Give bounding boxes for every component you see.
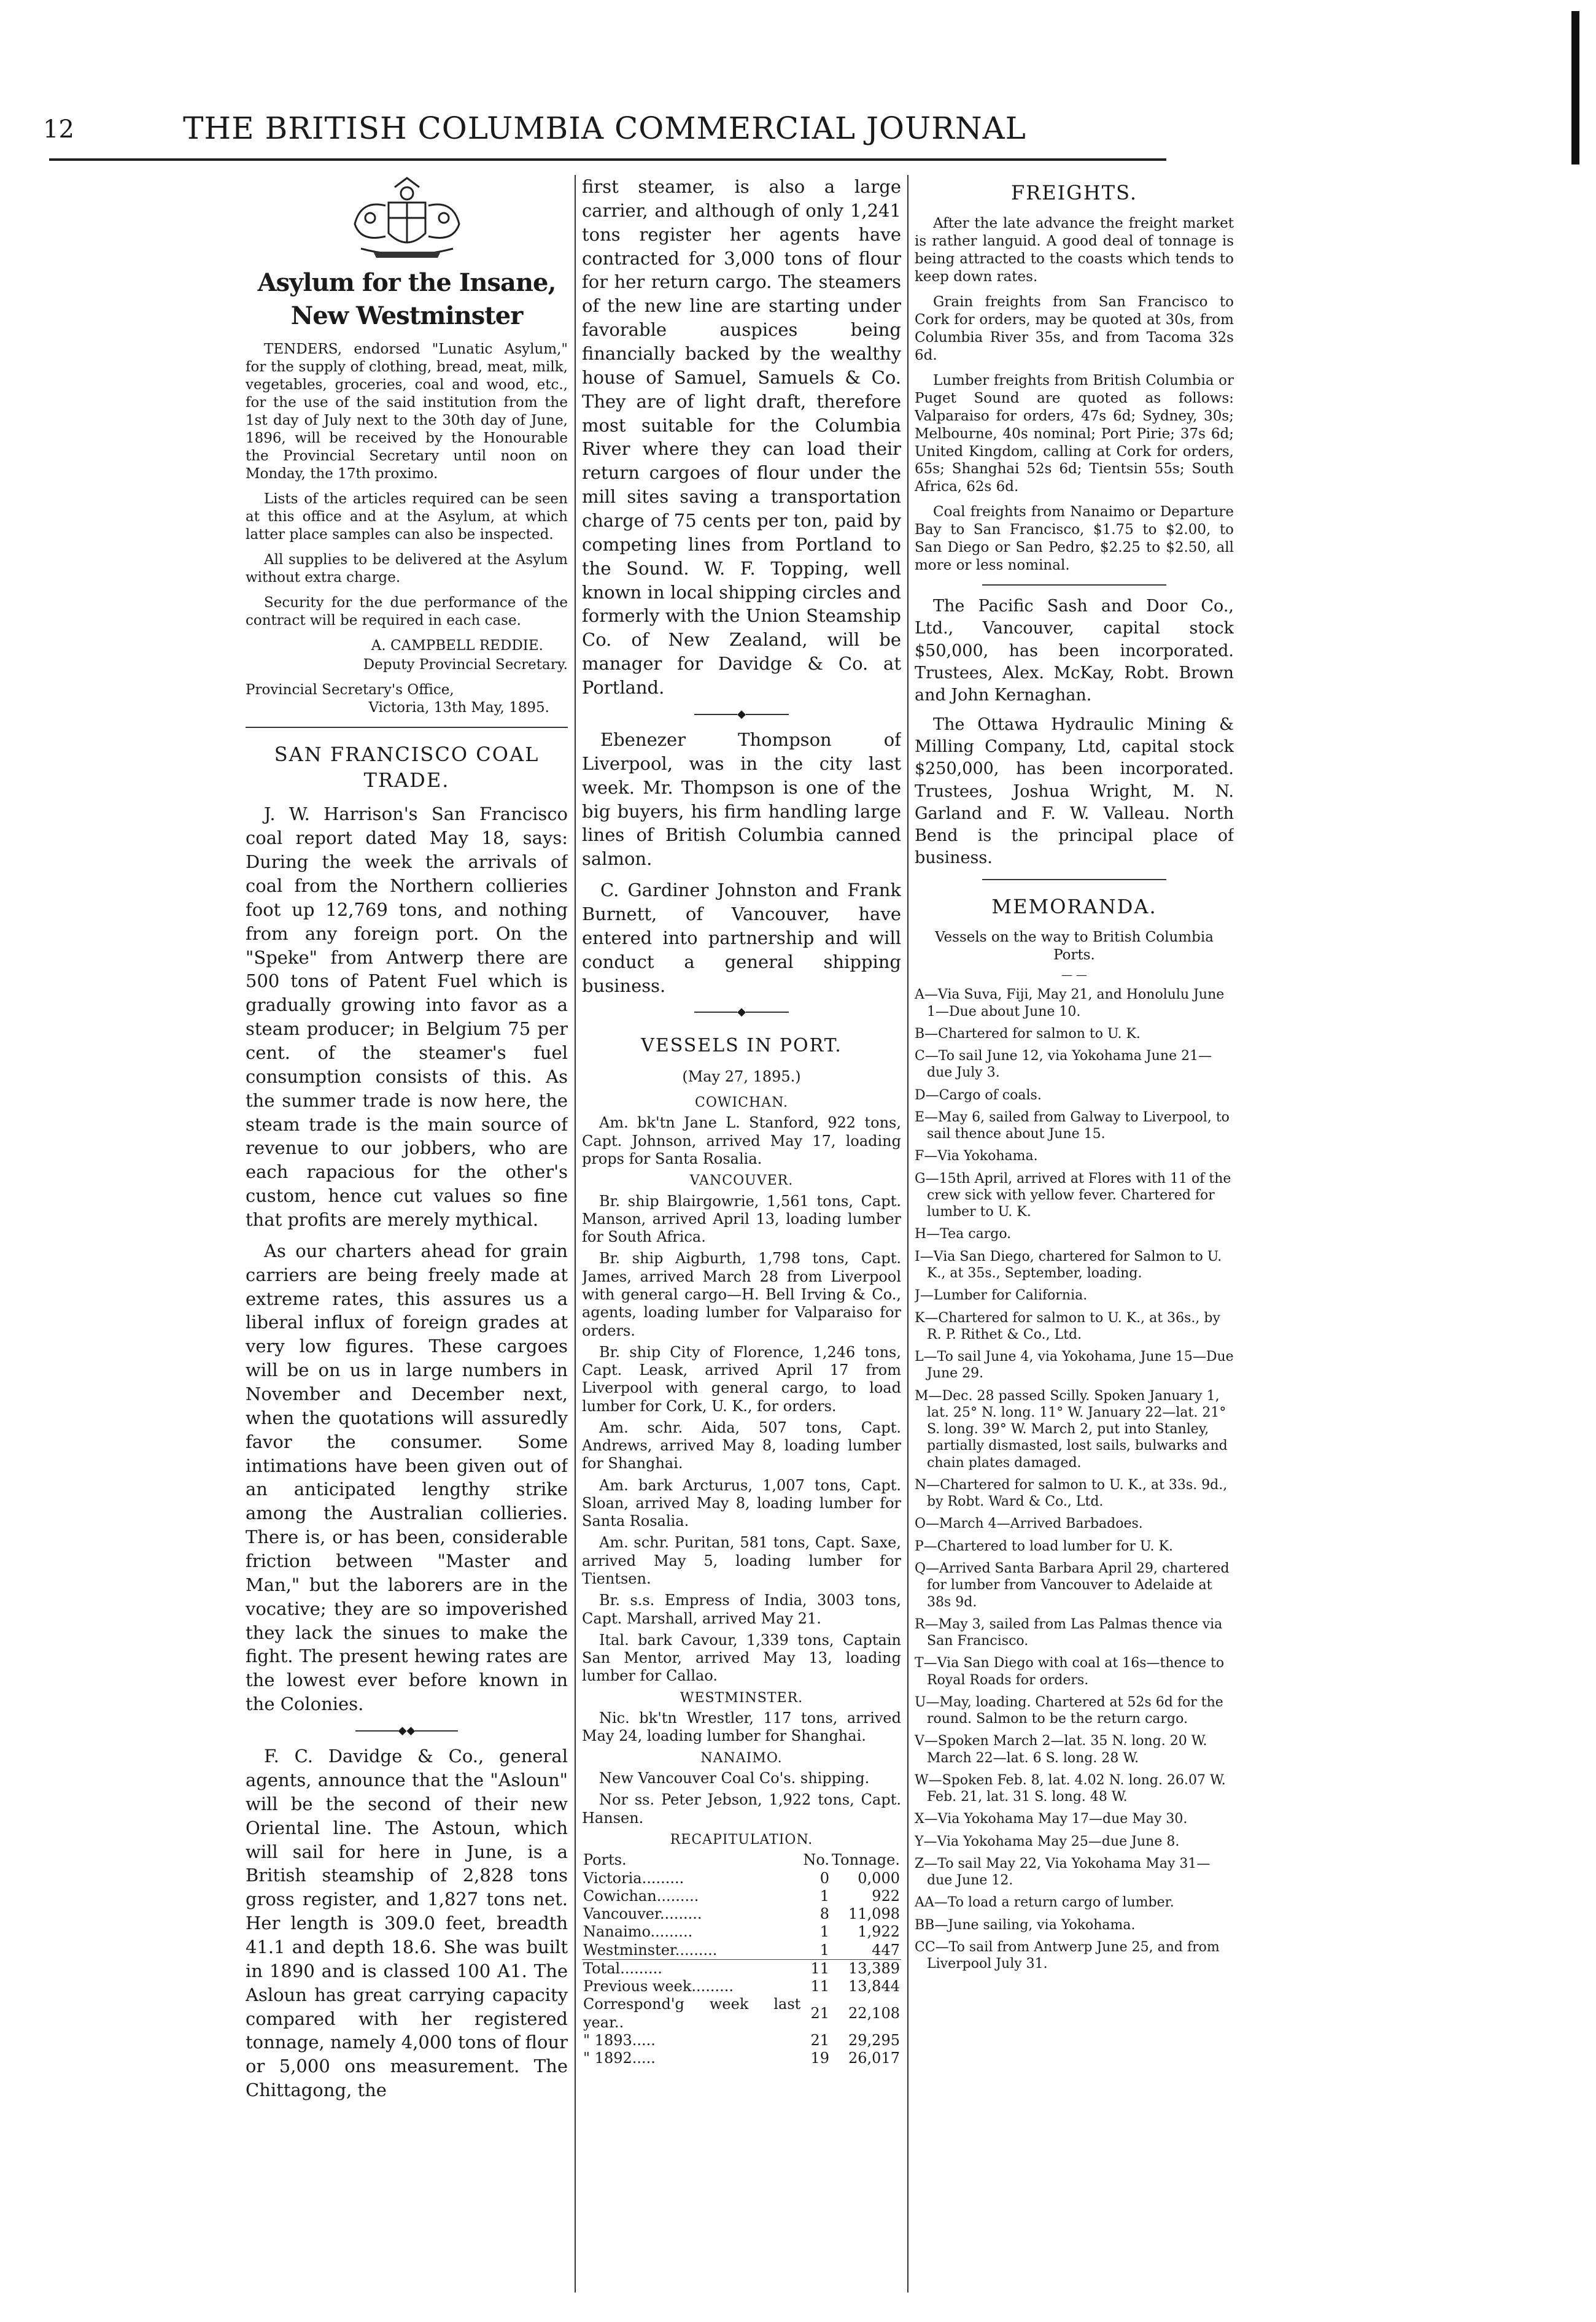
table-row [582,1870,901,1887]
port-cell: Westminster......... [583,1941,718,1959]
asylum-heading: Asylum for the Insane, New Westminster [257,268,556,330]
vessel-entry: Br. s.s. Empress of India, 3003 tons, Capt. Marshall, arrived May 21. [582,1592,901,1627]
freights-paragraph: Lumber freights from British Columbia or Puget Sound are quoted as follows: Valparaiso for orders, 47s 6d; Sydney, 30s; Melbourne, 40s nominal; Port Pirie; 37s 6d; United Kingdom, calling at Cork for orders, 65s; Shanghai 52s 6d; Tientsin 55s; South Africa, 62s 6d. [915,372,1234,495]
total-label-cell: Correspond'g week last year.. [583,1995,801,2031]
port-cell: Nanaimo......... [583,1923,693,1941]
ottawa-hydraulic-paragraph: The Ottawa Hydraulic Mining & Milling Company, Ltd, capital stock $250,000, has been incorporated. Trustees, Joshua Wright, M. N. Garland and F. W. Valleau. North Bend is the principal place of business. [915,715,1234,868]
list-item: BB—June sailing, via Yokohama. [915,1917,1136,1933]
list-item: W—Spoken Feb. 8, lat. 4.02 N. long. 26.07 W. Feb. 21, lat. 31 S. long. 48 W. [915,1772,1226,1805]
list-item: D—Cargo of coals. [915,1087,1042,1103]
count-cell: 19 [810,2049,829,2067]
vessels-heading: VESSELS IN PORT. [641,1034,842,1056]
column-divider [575,175,576,2293]
recap-table [582,1851,901,2067]
port-cell: Victoria......... [583,1869,684,1887]
list-item: V—Spoken March 2—lat. 35 N. long. 20 W. March 22—lat. 6 S. long. 28 W. [915,1733,1207,1766]
list-item: F—Via Yokohama. [915,1148,1038,1164]
list-item: G—15th April, arrived at Flores with 11 of the crew sick with yellow fever. Chartered for lumber to U. K. [915,1171,1231,1220]
tonnage-cell: 26,017 [848,2049,900,2067]
dash-divider: — — [1061,969,1087,982]
tonnage-cell: 0,000 [858,1869,900,1887]
header-rule [49,158,1166,161]
ornament-divider: ◆ [582,707,901,722]
thompson-paragraph: Ebenezer Thompson of Liverpool, was in the city last week. Mr. Thompson is one of the big buyers, his firm handling large lines of British Columbia canned salmon. [582,729,901,870]
list-item: Q—Arrived Santa Barbara April 29, chartered for lumber from Vancouver to Adelaide at 38s 9d. [915,1560,1230,1610]
tonnage-cell: 29,295 [848,2031,900,2049]
port-label: WESTMINSTER. [680,1690,804,1706]
recap-label: RECAPITULATION. [670,1832,813,1848]
office-date: Victoria, 13th May, 1895. [368,699,549,716]
count-cell: 0 [819,1869,829,1887]
list-item: A—Via Suva, Fiji, May 21, and Honolulu June 1—Due about June 10. [915,987,1225,1020]
list-item: I—Via San Diego, chartered for Salmon to U. K., at 35s., September, loading. [915,1248,1222,1281]
table-row [582,1941,901,1960]
vessel-entry: Br. ship Aigburth, 1,798 tons, Capt. James, arrived March 28 from Liverpool with general cargo—H. Bell Irving & Co., agents, loading lumber for Valparaiso for orders. [582,1250,901,1339]
list-item: X—Via Yokohama May 17—due May 30. [915,1811,1188,1827]
vessel-entry: Br. ship Blairgowrie, 1,561 tons, Capt. Manson, arrived April 13, loading lumber for South Africa. [582,1192,901,1246]
count-cell: 11 [810,1959,829,1977]
count-cell: 1 [819,1887,829,1905]
johnston-paragraph: C. Gardiner Johnston and Frank Burnett, of Vancouver, have entered into partnership and will conduct a general shipping business. [582,880,901,996]
tonnage-cell: 22,108 [848,2005,900,2022]
list-item: AA—To load a return cargo of lumber. [915,1895,1174,1911]
list-item: O—March 4—Arrived Barbadoes. [915,1516,1143,1532]
count-cell: 1 [819,1923,829,1941]
coat-of-arms-icon [336,175,478,264]
page-header [43,110,1166,147]
freights-paragraph: Coal freights from Nanaimo or Departure Bay to San Francisco, $1.75 to $2.00, to San Diego or San Pedro, $2.25 to $2.50, all more or less nominal. [915,504,1234,574]
tonnage-cell: 13,389 [848,1959,900,1977]
list-item: E—May 6, sailed from Galway to Liverpool, to sail thence about June 15. [915,1109,1230,1142]
list-item: L—To sail June 4, via Yokohama, June 15—Due June 29. [915,1349,1234,1382]
signature-name: A. CAMPBELL REDDIE. [371,637,543,654]
list-item: R—May 3, sailed from Las Palmas thence via San Francisco. [915,1616,1223,1649]
office-line: Provincial Secretary's Office, [246,681,454,698]
coal-paragraph: As our charters ahead for grain carriers are being freely made at extreme rates, this assures us a liberal influx of foreign grades at very low figures. These cargoes will be on us in large numbers in November and December next, when the quotations will assuredly favor the consumer. Some intimations have been given out of an anticipated lengthy strike among the Australian collieries. There is, or has been, considerable friction between "Master and Man," but the laborers are in the vocative; they are so impoverished they lack the sinues to make the fight. The present hewing rates are the lowest ever before known in the Colonies. [246,1240,568,1715]
vessel-entry: Nic. bk'tn Wrestler, 117 tons, arrived May 24, loading lumber for Shanghai. [582,1709,901,1745]
list-item: Y—Via Yokohama May 25—due June 8. [915,1833,1180,1849]
count-cell: 1 [819,1941,829,1959]
table-header-row [582,1851,901,1869]
table-row [582,2049,901,2067]
table-row [582,1995,901,2032]
tender-paragraph: TENDERS, endorsed "Lunatic Asylum," for the supply of clothing, bread, meat, milk, vegetables, groceries, coal and wood, etc., for the use of the said institution from the 1st day of July next to the 30th day of June, 1896, will be received by the Honourable the Provincial Secretary until noon on Monday, the 17th proximo. [246,341,568,482]
freights-paragraph: After the late advance the freight market is rather languid. A good deal of tonnage is being attracted to the coasts which tends to keep down rates. [915,215,1234,285]
list-item: N—Chartered for salmon to U. K., at 33s. 9d., by Robt. Ward & Co., Ltd. [915,1477,1228,1510]
vessel-entry: Nor ss. Peter Jebson, 1,922 tons, Capt. Hansen. [582,1791,901,1827]
ornament-divider: ◆◆ [246,1724,568,1738]
section-rule [982,584,1166,586]
column-3 [915,175,1234,2305]
vessel-entry: Am. bk'tn Jane L. Stanford, 922 tons, Capt. Johnson, arrived May 17, loading props for Santa Rosalia. [582,1114,901,1167]
memo-list [915,986,1234,1972]
port-label: NANAIMO. [700,1750,783,1766]
freights-heading: FREIGHTS. [1010,181,1138,204]
list-item: C—To sail June 12, via Yokohama June 21—due July 3. [915,1048,1212,1081]
memoranda-subheading: Vessels on the way to British Columbia Ports. [935,929,1214,964]
column-header: Tonnage. [831,1851,900,1869]
list-item: B—Chartered for salmon to U. K. [915,1026,1141,1042]
tonnage-cell: 922 [872,1887,900,1905]
total-label-cell: " 1893..... [583,2031,656,2049]
list-item: M—Dec. 28 passed Scilly. Spoken January 1, lat. 25° N. long. 11° W. January 22—lat. 21° S. long. 39° W. March 2, put into Stanley, partially dismasted, lost sails, bulwarks and chain plates damaged. [915,1388,1228,1471]
count-cell: 11 [810,1978,829,1995]
port-label: COWICHAN. [695,1094,788,1110]
coal-paragraph: J. W. Harrison's San Francisco coal report dated May 18, says: During the week the arrivals of coal from the Northern collieries foot up 12,769 tons, and nothing from any foreign port. On the "Speke" from Antwerp there are 500 tons of Patent Fuel which is gradually growing into favor as a steam producer; in Belgium 75 per cent. of the steamer's fuel consumption consists of this. As the summer trade is now here, the steam trade is the main source of revenue to our jobbers, who are each rapacious for the other's custom, hence cut values so fine that profits are merely mythical. [246,803,568,1230]
tonnage-cell: 11,098 [848,1905,900,1923]
table-row [582,1923,901,1941]
count-cell: 8 [819,1905,829,1923]
margin-bar [1571,11,1579,164]
list-item: K—Chartered for salmon to U. K., at 36s., by R. P. Rithet & Co., Ltd. [915,1310,1220,1342]
ornament-divider: ◆ [582,1005,901,1020]
column-divider [907,175,908,2293]
vessel-entry: Am. bark Arcturus, 1,007 tons, Capt. Sloan, arrived May 8, loading lumber for Santa Rosalia. [582,1476,901,1530]
tonnage-cell: 1,922 [858,1923,900,1941]
vessel-entry: Ital. bark Cavour, 1,339 tons, Captain San Mentor, arrived May 13, loading lumber for Callao. [582,1631,901,1685]
list-item: T—Via San Diego with coal at 16s—thence to Royal Roads for orders. [915,1655,1225,1688]
journal-title: THE BRITISH COLUMBIA COMMERCIAL JOURNAL [183,110,1026,146]
total-label-cell: Previous week......... [583,1978,734,1995]
tender-paragraph: All supplies to be delivered at the Asylum without extra charge. [246,551,568,586]
list-item: Z—To sail May 22, Via Yokohama May 31—due June 12. [915,1856,1211,1889]
tender-paragraph: Security for the due performance of the contract will be required in each case. [246,594,568,629]
vessels-date: (May 27, 1895.) [682,1067,801,1085]
list-item: H—Tea cargo. [915,1226,1012,1242]
count-cell: 21 [810,2031,829,2049]
list-item: CC—To sail from Antwerp June 25, and from Liverpool July 31. [915,1940,1220,1972]
list-item: J—Lumber for California. [915,1288,1088,1304]
freights-paragraph: Grain freights from San Francisco to Cork for orders, may be quoted at 30s, from Columbia River 35s, and from Tacoma 32s 6d. [915,293,1234,363]
vessel-entry: Br. ship City of Florence, 1,246 tons, Capt. Leask, arrived April 17 from Liverpool with general cargo, to load lumber for Cork, U. K., for orders. [582,1343,901,1415]
list-item: P—Chartered to load lumber for U. K. [915,1538,1173,1554]
tonnage-cell: 13,844 [848,1978,900,1995]
table-row [582,1959,901,1978]
column-2 [582,175,901,2305]
total-label-cell: Total......... [583,1959,662,1977]
count-cell: 21 [810,2005,829,2022]
page-number: 12 [43,115,74,144]
column-1 [246,175,568,2305]
table-row [582,1978,901,1995]
davidge-paragraph: F. C. Davidge & Co., general agents, announce that the "Asloun" will be the second of their new Oriental line. The Astoun, which will sail for here in June, is a British steamship of 2,828 tons gross register, and 1,827 tons net. Her length is 309.0 feet, breadth 41.1 and depth 18.6. She was built in 1890 and is classed 100 A1. The Asloun has great carrying capacity compared with her registered tonnage, namely 4,000 tons of flour or 5,000 ons measurement. The Chittagong, the [246,1746,568,2101]
table-row [582,1887,901,1905]
section-rule [246,727,568,728]
memoranda-heading: MEMORANDA. [991,895,1157,919]
pacific-sash-paragraph: The Pacific Sash and Door Co., Ltd., Vancouver, capital stock $50,000, has been incorporated. Trustees, Alex. McKay, Robt. Brown and John Kernaghan. [915,597,1234,705]
tender-paragraph: Lists of the articles required can be seen at this office and at the Asylum, at which latter place samples can also be inspected. [246,490,568,543]
column-header: Ports. [583,1851,627,1869]
tonnage-cell: 447 [872,1941,900,1959]
coal-trade-heading: SAN FRANCISCO COAL TRADE. [274,742,540,792]
list-item: U—May, loading. Chartered at 52s 6d for the round. Salmon to be the return cargo. [915,1694,1223,1727]
port-cell: Vancouver......... [583,1905,702,1923]
vessel-entry: Am. schr. Aida, 507 tons, Capt. Andrews, arrived May 8, loading lumber for Shanghai. [582,1418,901,1473]
section-rule [982,879,1166,880]
column-header: No. [803,1851,829,1869]
table-row [582,2032,901,2049]
signature-title: Deputy Provincial Secretary. [363,656,568,673]
vessel-entry: New Vancouver Coal Co's. shipping. [599,1770,870,1787]
continued-paragraph: first steamer, is also a large carrier, and although of only 1,241 tons register her agents have contracted for 3,000 tons of flour for her return cargo. The steamers of the new line are starting under favorable auspices being financially backed by the wealthy house of Samuel, Samuels & Co. They are of light draft, therefore most suitable for the Columbia River where they can load their return cargoes of flour under the mill sites saving a transportation charge of 75 cents per ton, paid by competing lines from Portland to the Sound. W. F. Topping, well known in local shipping circles and formerly with the Union Steamship Co. of New Zealand, will be manager for Davidge & Co. at Portland. [582,176,901,699]
total-label-cell: " 1892..... [583,2049,656,2067]
vessel-entry: Am. schr. Puritan, 581 tons, Capt. Saxe, arrived May 5, loading lumber for Tientsen. [582,1534,901,1587]
port-label: VANCOUVER. [689,1173,794,1189]
table-row [582,1905,901,1923]
port-cell: Cowichan......... [583,1887,699,1905]
